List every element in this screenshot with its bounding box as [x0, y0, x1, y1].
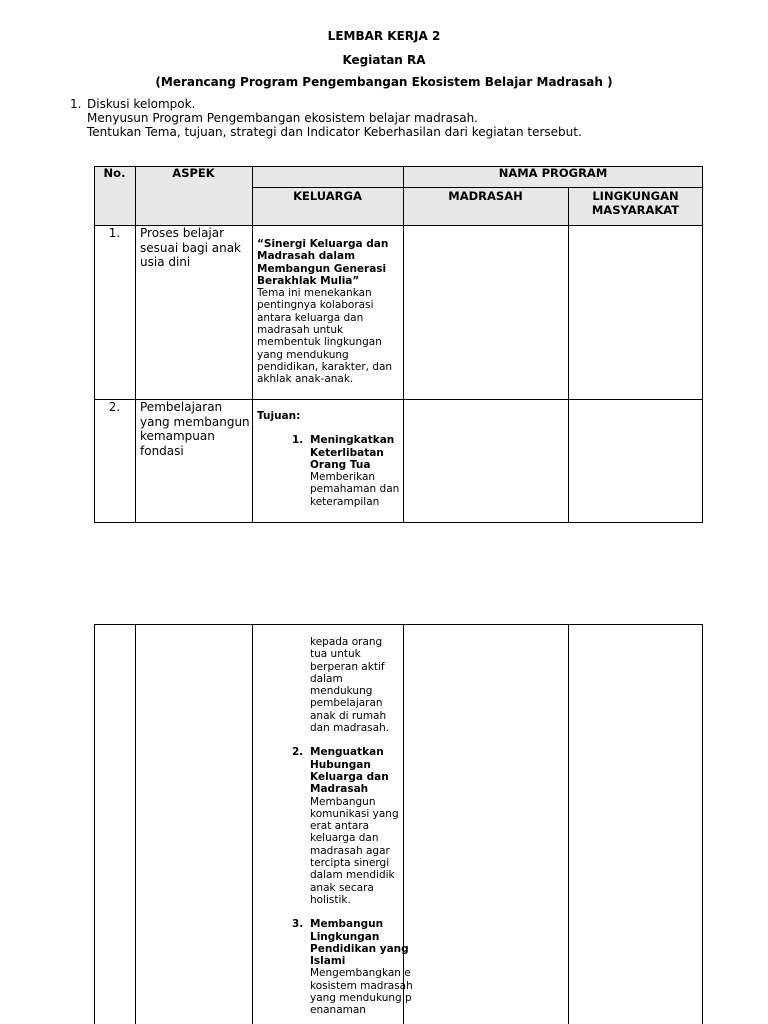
row-1-aspek: Proses belajar sesuai bagi anak usia dini [140, 226, 241, 269]
row-1-keluarga-theme [257, 238, 401, 386]
document-topic: (Merancang Program Pengembangan Ekosistem Belajar Madrasah ) [155, 75, 613, 89]
goal-2-description: Membangun komunikasi yang erat antara keluarga dan madrasah agar tercipta sinergi dalam mendidik anak secara holistik. [310, 795, 399, 906]
instruction-number: 1. [70, 97, 82, 111]
goal-3-number: 3. [292, 918, 304, 931]
header-nama-program: NAMA PROGRAM [498, 166, 608, 180]
goal-1-description: Memberikan pemahaman dan keterampilan [310, 471, 400, 508]
goal-1-number: 1. [292, 434, 304, 447]
document-title: LEMBAR KERJA 2 [327, 29, 441, 43]
instruction-line-2: Menyusun Program Pengembangan ekosistem belajar madrasah. [87, 111, 478, 125]
row-2-keluarga-goals [257, 410, 401, 508]
program-table [94, 166, 703, 523]
goal-2-title: Menguatkan Hubungan Keluarga dan Madrasah [310, 746, 389, 796]
instruction-line-1: Diskusi kelompok. [87, 97, 196, 111]
header-aspek: ASPEK [172, 166, 215, 180]
continued-keluarga-goals [257, 636, 413, 1017]
theme-description: Tema ini menekankan pentingnya kolaborasi antara keluarga dan madrasah untuk membentuk lingkungan yang mendukung pendidikan, karakter, dan akhlak anak-anak. [257, 287, 393, 386]
goal-3-title: Membangun Lingkungan Pendidikan yang Islami [310, 918, 409, 968]
goal-1-description-continued: kepada orang tua untuk berperan aktif dalam mendukung pembelajaran anak di rumah dan madrasah. [310, 636, 390, 735]
tujuan-label: Tujuan: [257, 410, 301, 422]
header-lingkungan-masyarakat: LINGKUNGAN MASYARAKAT [591, 189, 680, 217]
program-table-continued [94, 624, 703, 1024]
document-subtitle: Kegiatan RA [342, 53, 426, 67]
goal-1-title: Meningkatkan Keterlibatan Orang Tua [310, 434, 395, 471]
header-no: No. [103, 166, 126, 180]
instructions [70, 97, 582, 139]
goal-3 [292, 918, 415, 1016]
row-1-no: 1. [108, 226, 121, 240]
goal-2 [292, 746, 415, 906]
theme-title: “Sinergi Keluarga dan Madrasah dalam Membangun Generasi Berakhlak Mulia” [257, 238, 389, 287]
header-madrasah: MADRASAH [448, 189, 523, 203]
goal-2-number: 2. [292, 746, 304, 759]
goal-3-description: Mengembangkan ekosistem madrasah yang mendukung penanaman [310, 967, 413, 1017]
instruction-line-3: Tentukan Tema, tujuan, strategi dan Indicator Keberhasilan dari kegiatan tersebut. [87, 125, 582, 139]
goal-1 [292, 434, 415, 508]
header-keluarga: KELUARGA [293, 189, 362, 203]
row-2-aspek: Pembelajaran yang membangun kemampuan fondasi [140, 400, 250, 458]
row-2-no: 2. [108, 400, 121, 414]
